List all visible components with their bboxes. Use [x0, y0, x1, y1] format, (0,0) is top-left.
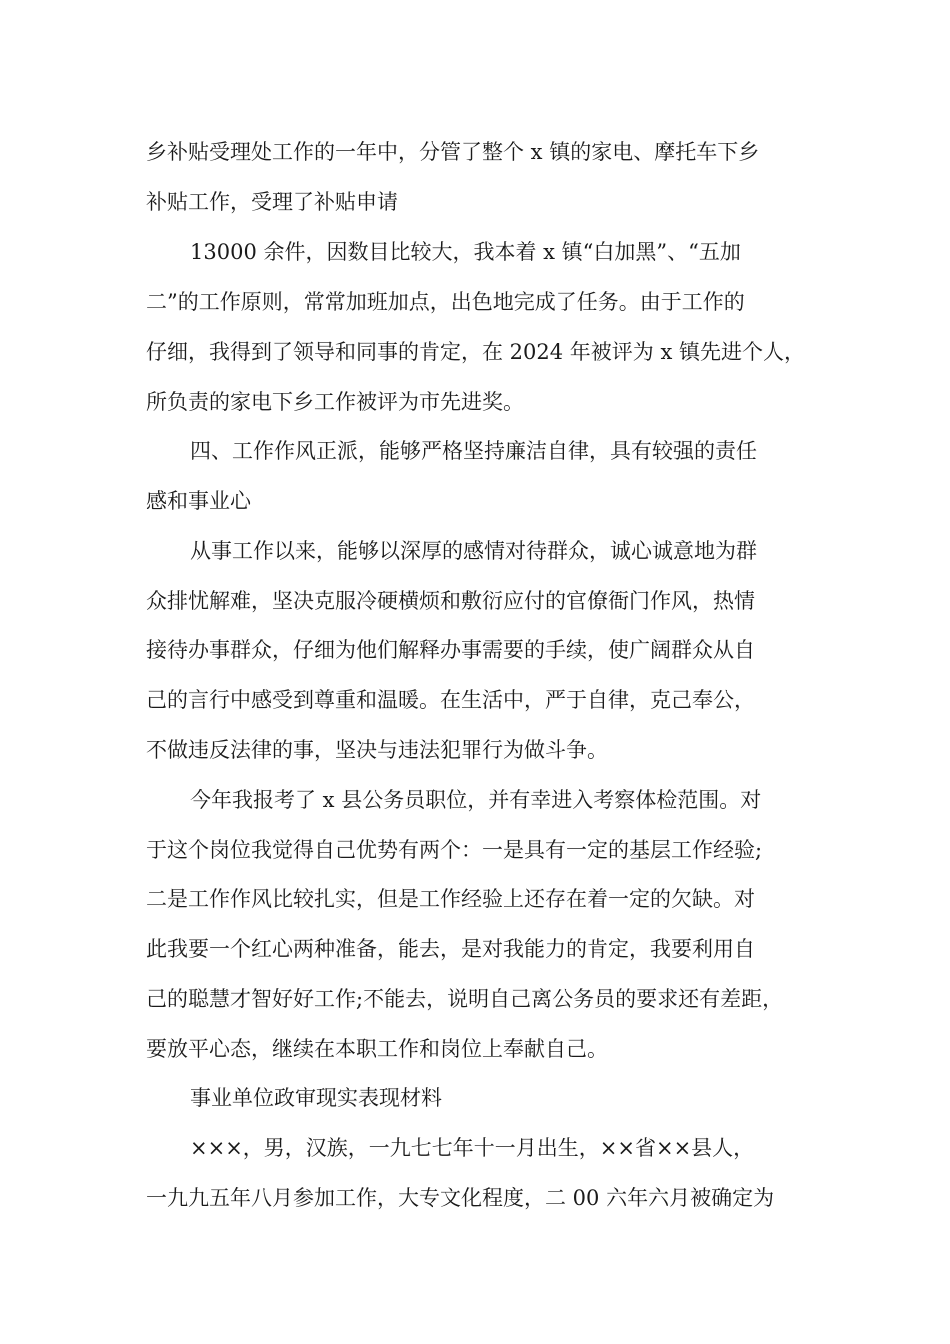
text-line: 此我要一个红心两种准备，能去，是对我能力的肯定，我要利用自	[146, 937, 755, 961]
text-line: 要放平心态，继续在本职工作和岗位上奉献自己。	[146, 1037, 608, 1061]
document-title: 事业单位政审现实表现材料	[190, 1086, 442, 1110]
text-line: 众排忧解难，坚决克服冷硬横烦和敷衍应付的官僚衙门作风，热情	[146, 589, 755, 613]
text-line: 一九九五年八月参加工作，大专文化程度，二 00 六年六月被确定为	[146, 1186, 775, 1210]
text-line: 二是工作作风比较扎实，但是工作经验上还存在着一定的欠缺。对	[146, 887, 755, 911]
text-line: 从事工作以来，能够以深厚的感情对待群众，诚心诚意地为群	[190, 539, 757, 563]
text-line: 今年我报考了 x 县公务员职位，并有幸进入考察体检范围。对	[190, 788, 762, 812]
text-line: 不做违反法律的事，坚决与违法犯罪行为做斗争。	[146, 738, 608, 762]
text-line: 13000 余件，因数目比较大，我本着 x 镇“白加黑”、“五加	[190, 240, 741, 264]
section-heading-continuation: 感和事业心	[146, 489, 251, 513]
text-line: 己的聪慧才智好好工作;不能去，说明自己离公务员的要求还有差距，	[146, 987, 784, 1011]
text-line: ×××，男，汉族，一九七七年十一月出生，××省××县人，	[190, 1136, 755, 1160]
text-line: 二”的工作原则，常常加班加点，出色地完成了任务。由于工作的	[146, 290, 745, 314]
text-line: 补贴工作，受理了补贴申请	[146, 190, 398, 214]
text-line: 接待办事群众，仔细为他们解释办事需要的手续，使广阔群众从自	[146, 638, 755, 662]
text-line: 己的言行中感受到尊重和温暖。在生活中，严于自律，克己奉公，	[146, 688, 755, 712]
section-heading: 四、工作作风正派，能够严格坚持廉洁自律，具有较强的责任	[190, 439, 757, 463]
text-line: 仔细，我得到了领导和同事的肯定，在 2024 年被评为 x 镇先进个人，	[146, 340, 805, 364]
text-line: 所负责的家电下乡工作被评为市先进奖。	[146, 390, 524, 414]
text-line: 乡补贴受理处工作的一年中，分管了整个 x 镇的家电、摩托车下乡	[146, 140, 760, 164]
text-line: 于这个岗位我觉得自己优势有两个：一是具有一定的基层工作经验;	[146, 838, 763, 862]
